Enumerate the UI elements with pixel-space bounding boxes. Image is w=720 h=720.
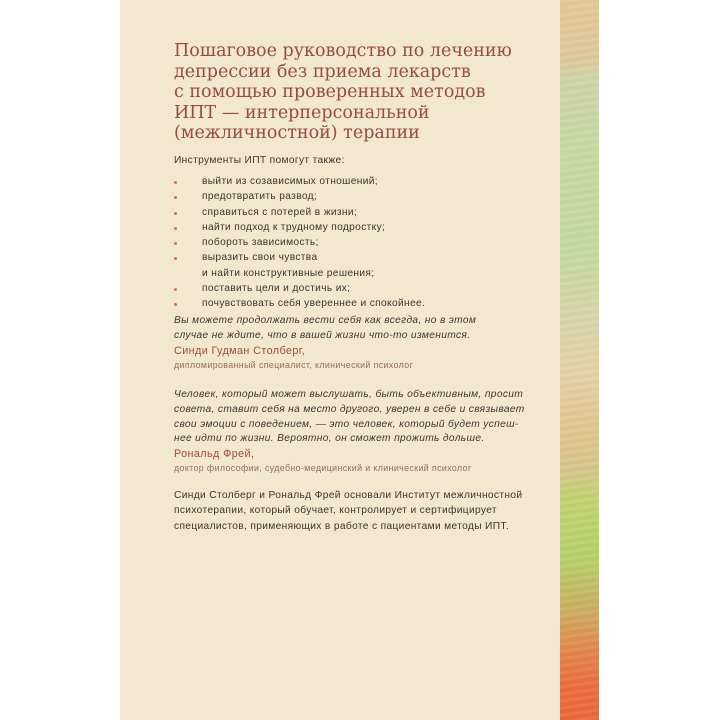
list-item-text: почувствовать себя увереннее и спокойнее. [202, 298, 426, 310]
list-item [174, 296, 425, 311]
list-item [174, 250, 425, 281]
heading-line: с помощью проверенных методов [174, 82, 486, 102]
list-item [174, 189, 425, 204]
list-item [174, 205, 425, 220]
list-item-text: найти подход к трудному подростку; [202, 221, 386, 233]
quote-author: Рональд Фрей, [174, 448, 255, 461]
list-item [174, 235, 425, 250]
heading-line: ИПТ — интерперсональной [174, 102, 430, 123]
list-item [174, 174, 425, 189]
quote-line: Человек, который может выслушать, быть объективным, просит [174, 389, 524, 400]
list-item [174, 281, 425, 296]
list-item-text: поставить цели и достичь их; [202, 283, 351, 295]
list-item [174, 220, 425, 235]
list-item-text: выйти из созависимых отношений; [202, 176, 378, 187]
testimonial-stolberg [174, 314, 554, 372]
quote-text [174, 314, 554, 344]
quote-line: свои эмоции с поведением, — это человек, который будет успеш- [174, 418, 519, 430]
list-item-text: выразить свои чувства [202, 252, 318, 264]
footer-line: психотерапии, который обучает, контролирует и сертифицирует [174, 505, 497, 517]
heading-line: депрессии без приема лекарств [174, 61, 471, 82]
decorative-color-strip [560, 0, 599, 720]
footer-line: Синди Столберг и Рональд Фрей основали Институт межличностной [174, 490, 523, 501]
heading-line: (межличностной) терапии [174, 123, 420, 143]
quote-author-role: доктор философии, судебно-медицинский и клинический психолог [174, 463, 472, 474]
testimonial-frey [174, 388, 554, 475]
quote-line: нее идти по жизни. Вероятно, он сможет прожить дольше. [174, 433, 485, 445]
quote-line: Вы можете продолжать вести себя как всегда, но в этом [174, 315, 477, 326]
quote-author: Синди Гудман Столберг, [174, 344, 306, 357]
quote-author-role: дипломированный специалист, клинический психолог [174, 359, 414, 370]
benefits-intro: Инструменты ИПТ помогут также: [174, 155, 345, 166]
list-item-text: справиться с потерей в жизни; [202, 206, 358, 218]
quote-text [174, 388, 554, 447]
list-item-continuation: и найти конструктивные решения; [202, 267, 375, 279]
quote-line: случае не ждите, что в вашей жизни что-то изменится. [174, 329, 471, 341]
authors-institute-note [174, 488, 522, 534]
heading-line: Пошаговое руководство по лечению [174, 41, 512, 61]
list-item-text: побороть зависимость; [202, 237, 319, 249]
cover-heading [174, 41, 554, 144]
benefits-list [174, 174, 425, 312]
list-item-text: предотвратить развод; [202, 191, 318, 203]
book-back-cover [120, 0, 599, 720]
quote-line: совета, ставит себя на место другого, уверен в себе и связывает [174, 403, 525, 415]
footer-line: специалистов, применяющих в работе с пациентами методы ИПТ. [174, 520, 510, 532]
